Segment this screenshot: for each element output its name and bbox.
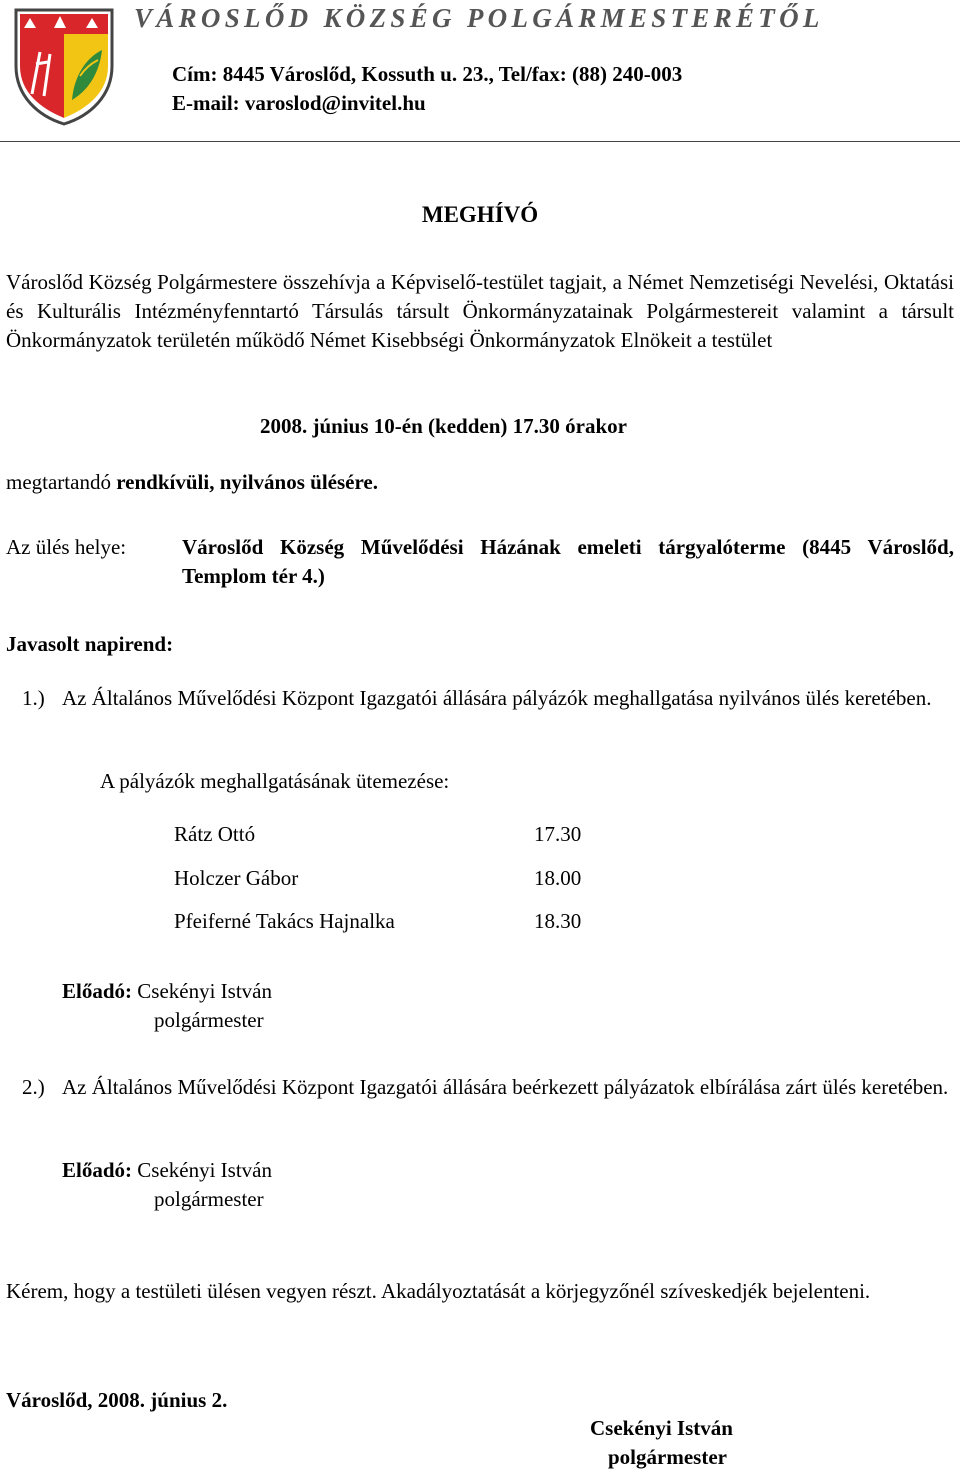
presenter-label: Előadó: [62, 1158, 133, 1182]
intro-paragraph: Városlőd Község Polgármestere összehívja a Képviselő-testület tagjait, a Német Nemzetiségi Nevelési, Oktatási és Kulturális Intézményfenntartó Társulás társult Önkormányzatainak Polgármestereit valamint a társult Önkormányzatok területén működő Német Kisebbségi Önkormányzatok Elnökeit a testület [6, 270, 954, 352]
agenda-item-number: 2.) [22, 1075, 45, 1099]
presenter-role: polgármester [154, 1187, 264, 1211]
header-title: VÁROSLŐD KÖZSÉG POLGÁRMESTERÉTŐL [134, 3, 824, 33]
venue-label: Az ülés helye: [6, 535, 127, 559]
agenda-item-number: 1.) [22, 686, 45, 710]
place-date: Városlőd, 2008. június 2. [6, 1388, 228, 1412]
header-email: E-mail: varoslod@invitel.hu [172, 91, 426, 115]
schedule-name: Pfeiferné Takács Hajnalka [174, 909, 395, 933]
presenter-name: Csekényi István [137, 1158, 272, 1182]
header-divider [0, 141, 960, 142]
signature-role: polgármester [608, 1445, 727, 1469]
schedule-name: Holczer Gábor [174, 866, 299, 890]
presenter-label: Előadó: [62, 979, 133, 1003]
crest-icon [10, 4, 118, 128]
schedule-time: 17.30 [534, 822, 582, 846]
agenda-item-text: Az Általános Művelődési Központ Igazgatói állására beérkezett pályázatok elbírálása zárt ülés keretében. [62, 1075, 949, 1099]
presenter-line [62, 977, 272, 1006]
schedule-heading: A pályázók meghallgatásának ütemezése: [100, 769, 450, 793]
agenda-heading: Javasolt napirend: [6, 632, 174, 656]
schedule-time: 18.00 [534, 866, 582, 890]
agenda-item-text: Az Általános Művelődési Központ Igazgatói állására pályázók meghallgatása nyilvános ülés keretében. [62, 686, 932, 710]
session-prefix: megtartandó [6, 470, 117, 494]
presenter-line [62, 1156, 272, 1185]
meeting-date: 2008. június 10-én (kedden) 17.30 órakor [260, 414, 627, 438]
document-title: MEGHÍVÓ [421, 202, 539, 227]
schedule-time: 18.30 [534, 909, 582, 933]
presenter-name: Csekényi István [137, 979, 272, 1003]
signature-name: Csekényi István [590, 1416, 733, 1440]
session-type: rendkívüli, nyilvános ülésére. [116, 470, 378, 494]
venue: Városlőd Község Művelődési Házának emeleti tárgyalóterme (8445 Városlőd, Templom tér 4.) [182, 535, 954, 588]
schedule-name: Rátz Ottó [174, 822, 256, 846]
session-line [6, 468, 378, 497]
presenter-role: polgármester [154, 1008, 264, 1032]
header-address: Cím: 8445 Városlőd, Kossuth u. 23., Tel/fax: (88) 240-003 [172, 62, 683, 86]
closing-paragraph: Kérem, hogy a testületi ülésen vegyen részt. Akadályoztatását a körjegyzőnél szíveskedjék bejelenteni. [6, 1279, 871, 1303]
